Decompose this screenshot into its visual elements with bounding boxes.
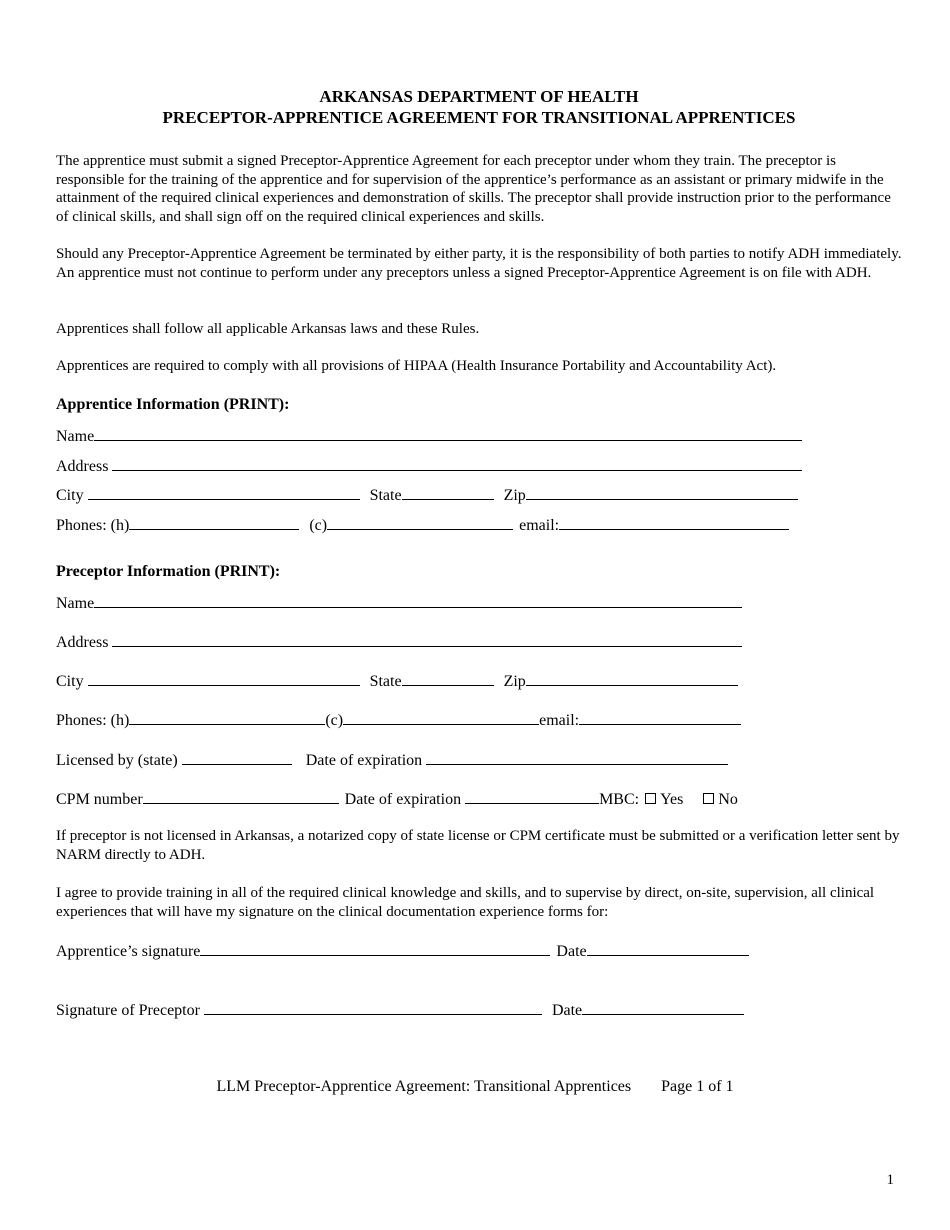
cpm-expiration-field[interactable] xyxy=(465,789,599,804)
footer-text: LLM Preceptor-Apprentice Agreement: Transitional Apprentices xyxy=(216,1078,632,1095)
apprentice-heading: Apprentice Information (PRINT): xyxy=(56,396,290,413)
termination-paragraph: Should any Preceptor-Apprentice Agreement be terminated by either party, it is the responsibility of both parties to notify ADH immediately. An apprentice must not continue to perform under any preceptors unless a signed Preceptor-Apprentice Agreement is on file with ADH. xyxy=(56,246,902,281)
laws-paragraph: Apprentices shall follow all applicable Arkansas laws and these Rules. xyxy=(56,321,480,337)
mbc-label: MBC: xyxy=(599,791,640,808)
apprentice-name-row xyxy=(56,426,802,446)
preceptor-date-label: Date xyxy=(551,1002,583,1019)
preceptor-email-label: email: xyxy=(539,712,580,729)
apprentice-phone-cell-label: (c) xyxy=(309,517,328,534)
apprentice-phone-cell-field[interactable] xyxy=(327,515,513,530)
preceptor-zip-label: Zip xyxy=(503,673,526,690)
preceptor-signature-label: Signature of Preceptor xyxy=(56,1002,200,1019)
preceptor-phone-home-field[interactable] xyxy=(129,710,325,725)
mbc-no-label: No xyxy=(718,791,738,808)
apprentice-address-label: Address xyxy=(56,458,109,475)
preceptor-email-field[interactable] xyxy=(579,710,741,725)
preceptor-name-field[interactable] xyxy=(94,593,742,608)
preceptor-address-label: Address xyxy=(56,634,109,651)
apprentice-date-label: Date xyxy=(556,943,587,960)
preceptor-heading: Preceptor Information (PRINT): xyxy=(56,563,281,580)
apprentice-city-row xyxy=(56,485,798,505)
apprentice-phone-home-label: Phones: (h) xyxy=(56,517,130,534)
preceptor-state-field[interactable] xyxy=(402,671,494,686)
preceptor-phone-home-label: Phones: (h) xyxy=(56,712,130,729)
preceptor-city-field[interactable] xyxy=(88,671,360,686)
preceptor-address-field[interactable] xyxy=(112,632,742,647)
apprentice-phones-row xyxy=(56,515,789,535)
preceptor-date-field[interactable] xyxy=(582,1000,744,1015)
preceptor-phone-cell-label: (c) xyxy=(325,712,344,729)
apprentice-email-label: email: xyxy=(519,517,560,534)
licensed-by-label: Licensed by (state) xyxy=(56,752,178,769)
footer-page-label: Page 1 of 1 xyxy=(661,1078,734,1095)
cpm-number-label: CPM number xyxy=(56,791,143,808)
apprentice-signature-label: Apprentice’s signature xyxy=(56,943,201,960)
hipaa-paragraph: Apprentices are required to comply with all provisions of HIPAA (Health Insurance Portability and Accountability Act). xyxy=(56,358,777,374)
apprentice-state-field[interactable] xyxy=(402,485,494,500)
title-form: PRECEPTOR-APPRENTICE AGREEMENT FOR TRANSITIONAL APPRENTICES xyxy=(162,108,796,127)
preceptor-state-label: State xyxy=(369,673,402,690)
preceptor-cpm-row xyxy=(56,789,738,809)
apprentice-city-label: City xyxy=(56,487,84,504)
preceptor-name-row xyxy=(56,593,742,613)
page-number: 1 xyxy=(886,1172,894,1188)
cpm-number-field[interactable] xyxy=(143,789,339,804)
apprentice-address-field[interactable] xyxy=(112,456,802,471)
preceptor-zip-field[interactable] xyxy=(526,671,738,686)
preceptor-city-row xyxy=(56,671,738,691)
apprentice-zip-field[interactable] xyxy=(526,485,798,500)
apprentice-city-field[interactable] xyxy=(88,485,360,500)
apprentice-state-label: State xyxy=(369,487,402,504)
apprentice-address-row xyxy=(56,456,802,476)
apprentice-name-label: Name xyxy=(56,428,95,445)
intro-paragraph: The apprentice must submit a signed Preceptor-Apprentice Agreement for each preceptor under whom they train. The preceptor is responsible for the training of the apprentice and for supervision of the apprentice’s performance as an assistant or primary midwife in the attainment of the required clinical experiences and demonstration of skills. The preceptor shall provide instruction prior to the performance of clinical skills, and shall sign off on the required clinical experiences and skills. xyxy=(56,153,891,225)
preceptor-signature-field[interactable] xyxy=(204,1000,542,1015)
preceptor-phones-row xyxy=(56,710,741,730)
apprentice-date-field[interactable] xyxy=(587,941,749,956)
preceptor-license-row xyxy=(56,750,728,770)
license-note-paragraph: If preceptor is not licensed in Arkansas, a notarized copy of state license or CPM certificate must be submitted or a verification letter sent by NARM directly to ADH. xyxy=(56,828,900,863)
mbc-no-checkbox[interactable] xyxy=(703,793,714,804)
apprentice-zip-label: Zip xyxy=(503,487,526,504)
title-agency: ARKANSAS DEPARTMENT OF HEALTH xyxy=(319,87,639,106)
document-body xyxy=(56,86,902,128)
license-expiration-field[interactable] xyxy=(426,750,728,765)
apprentice-signature-row xyxy=(56,941,749,961)
license-expiration-label: Date of expiration xyxy=(305,752,423,769)
apprentice-signature-field[interactable] xyxy=(200,941,550,956)
mbc-yes-label: Yes xyxy=(660,791,684,808)
preceptor-address-row xyxy=(56,632,742,652)
preceptor-signature-row xyxy=(56,1000,744,1020)
cpm-expiration-label: Date of expiration xyxy=(344,791,462,808)
preceptor-phone-cell-field[interactable] xyxy=(343,710,539,725)
apprentice-phone-home-field[interactable] xyxy=(129,515,299,530)
preceptor-name-label: Name xyxy=(56,595,95,612)
preceptor-city-label: City xyxy=(56,673,84,690)
agreement-paragraph: I agree to provide training in all of the required clinical knowledge and skills, and to supervise by direct, on-site, supervision, all clinical experiences that will have my signature on the clinical documentation experience forms for: xyxy=(56,885,875,920)
licensed-by-field[interactable] xyxy=(182,750,292,765)
mbc-yes-checkbox[interactable] xyxy=(645,793,656,804)
apprentice-name-field[interactable] xyxy=(94,426,802,441)
footer xyxy=(0,1078,950,1096)
apprentice-email-field[interactable] xyxy=(559,515,789,530)
